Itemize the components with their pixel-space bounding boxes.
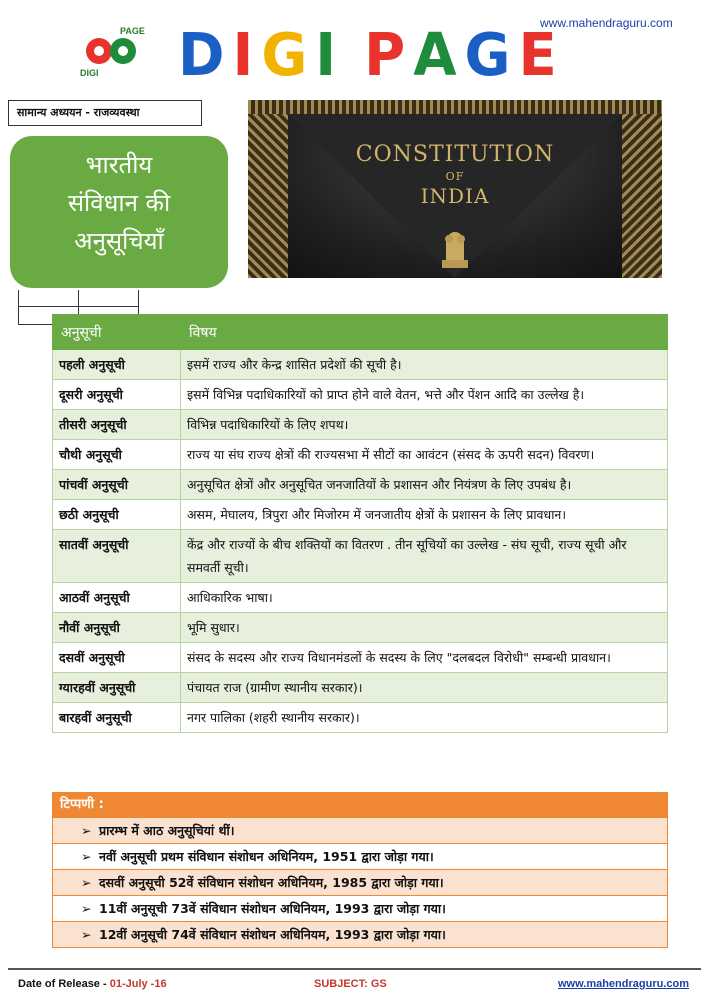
note-text: नवीं अनुसूची प्रथम संविधान संशोधन अधिनियम, 1951 द्वारा जोड़ा गया। bbox=[99, 849, 434, 864]
arrow-bullet-icon: ➢ bbox=[81, 927, 92, 942]
connector-line bbox=[18, 306, 139, 307]
logo-red-circle bbox=[86, 38, 112, 64]
schedule-name: सातवीं अनुसूची bbox=[53, 530, 181, 583]
constitution-cover-image bbox=[248, 100, 662, 278]
note-item bbox=[52, 870, 668, 896]
header-subject: विषय bbox=[181, 315, 668, 350]
site-url-link[interactable]: www.mahendraguru.com bbox=[540, 16, 673, 30]
schedule-name: आठवीं अनुसूची bbox=[53, 583, 181, 613]
cover-border-top bbox=[248, 100, 662, 114]
note-text: 11वीं अनुसूची 73वें संविधान संशोधन अधिनियम, 1993 द्वारा जोड़ा गया। bbox=[99, 901, 446, 916]
table-row bbox=[53, 613, 668, 643]
schedule-subject: विभिन्न पदाधिकारियों के लिए शपथ। bbox=[181, 410, 668, 440]
logo-bottom-text: DIGI bbox=[80, 68, 99, 78]
footer-subject: SUBJECT: GS bbox=[314, 978, 387, 990]
header-schedule: अनुसूची bbox=[53, 315, 181, 350]
brand-letter: D bbox=[178, 21, 227, 90]
schedule-subject: नगर पालिका (शहरी स्थानीय सरकार)। bbox=[181, 703, 668, 733]
arrow-bullet-icon: ➢ bbox=[81, 875, 92, 890]
digi-page-logo bbox=[80, 26, 162, 82]
schedule-name: पांचवीं अनुसूची bbox=[53, 470, 181, 500]
footer-divider bbox=[8, 968, 701, 970]
schedule-subject: इसमें विभिन्न पदाधिकारियों को प्राप्त होने वाले वेतन, भत्ते और पेंशन आदि का उल्लेख है। bbox=[181, 380, 668, 410]
footer-url-link[interactable]: www.mahendraguru.com bbox=[558, 978, 690, 990]
logo-top-text: PAGE bbox=[120, 26, 145, 36]
note-text: प्रारम्भ में आठ अनुसूचियां थीं। bbox=[99, 823, 235, 838]
brand-letter: I bbox=[232, 21, 256, 90]
arrow-bullet-icon: ➢ bbox=[81, 849, 92, 864]
schedule-name: दूसरी अनुसूची bbox=[53, 380, 181, 410]
table-row bbox=[53, 350, 668, 380]
note-item bbox=[52, 922, 668, 948]
schedule-subject: राज्य या संघ राज्य क्षेत्रों की राज्यसभा में सीटों का आवंटन (संसद के ऊपरी सदन) विवरण। bbox=[181, 440, 668, 470]
brand-title bbox=[178, 21, 559, 90]
schedule-name: ग्यारहवीं अनुसूची bbox=[53, 673, 181, 703]
notes-heading: टिप्पणी : bbox=[52, 792, 668, 818]
schedules-table bbox=[52, 314, 668, 733]
schedule-name: बारहवीं अनुसूची bbox=[53, 703, 181, 733]
brand-letter: I bbox=[315, 21, 339, 90]
note-text: 12वीं अनुसूची 74वें संविधान संशोधन अधिनियम, 1993 द्वारा जोड़ा गया। bbox=[99, 927, 446, 942]
connector-line bbox=[18, 290, 19, 324]
brand-letter: P bbox=[364, 21, 408, 90]
schedule-name: छठी अनुसूची bbox=[53, 500, 181, 530]
brand-letter bbox=[344, 25, 358, 88]
connector-line bbox=[78, 290, 79, 314]
title-line-1: भारतीय bbox=[85, 151, 153, 179]
table-row bbox=[53, 643, 668, 673]
arrow-bullet-icon: ➢ bbox=[81, 823, 92, 838]
schedule-name: तीसरी अनुसूची bbox=[53, 410, 181, 440]
schedule-subject: इसमें राज्य और केन्द्र शासित प्रदेशों की सूची है। bbox=[181, 350, 668, 380]
cover-text-india: INDIA bbox=[420, 184, 490, 208]
schedule-subject: आधिकारिक भाषा। bbox=[181, 583, 668, 613]
schedule-name: दसवीं अनुसूची bbox=[53, 643, 181, 673]
cover-text-constitution: CONSTITUTION bbox=[355, 142, 555, 167]
title-line-2: संविधान की bbox=[67, 189, 171, 217]
schedule-name: नौवीं अनुसूची bbox=[53, 613, 181, 643]
brand-letter: G bbox=[464, 21, 513, 90]
table-row bbox=[53, 530, 668, 583]
schedule-subject: केंद्र और राज्यों के बीच शक्तियों का वितरण . तीन सूचियों का उल्लेख - संघ सूची, राज्य सूची और समवर्ती सूची। bbox=[181, 530, 668, 583]
table-row bbox=[53, 440, 668, 470]
page-title bbox=[10, 136, 228, 288]
notes-section bbox=[52, 792, 668, 948]
logo-green-circle bbox=[110, 38, 136, 64]
table-row bbox=[53, 410, 668, 440]
note-item bbox=[52, 896, 668, 922]
note-item bbox=[52, 844, 668, 870]
table-row bbox=[53, 703, 668, 733]
brand-letter: E bbox=[518, 21, 559, 90]
schedule-subject: पंचायत राज (ग्रामीण स्थानीय सरकार)। bbox=[181, 673, 668, 703]
release-date-value: 01-July -16 bbox=[109, 978, 167, 990]
cover-text-of: OF bbox=[445, 170, 465, 183]
release-date bbox=[18, 978, 167, 990]
table-row bbox=[53, 500, 668, 530]
schedule-subject: असम, मेघालय, त्रिपुरा और मिजोरम में जनजातीय क्षेत्रों के प्रशासन के लिए प्रावधान। bbox=[181, 500, 668, 530]
subject-label: सामान्य अध्ययन - राजव्यवस्था bbox=[8, 100, 202, 126]
schedule-subject: संसद के सदस्य और राज्य विधानमंडलों के सदस्य के लिए "दलबदल विरोधी" सम्बन्धी प्रावधान। bbox=[181, 643, 668, 673]
schedule-subject: भूमि सुधार। bbox=[181, 613, 668, 643]
schedule-name: पहली अनुसूची bbox=[53, 350, 181, 380]
brand-letter: G bbox=[261, 21, 310, 90]
arrow-bullet-icon: ➢ bbox=[81, 901, 92, 916]
table-row bbox=[53, 673, 668, 703]
table-header-row bbox=[53, 315, 668, 350]
notes-list bbox=[52, 818, 668, 948]
brand-letter: A bbox=[413, 21, 459, 90]
table-row bbox=[53, 470, 668, 500]
release-date-label: Date of Release - bbox=[18, 978, 110, 990]
note-text: दसवीं अनुसूची 52वें संविधान संशोधन अधिनियम, 1985 द्वारा जोड़ा गया। bbox=[99, 875, 444, 890]
table-row bbox=[53, 583, 668, 613]
title-line-3: अनुसूचियाँ bbox=[74, 227, 164, 255]
schedule-name: चौथी अनुसूची bbox=[53, 440, 181, 470]
table-row bbox=[53, 380, 668, 410]
ashoka-emblem-icon bbox=[438, 230, 472, 270]
schedule-subject: अनुसूचित क्षेत्रों और अनुसूचित जनजातियों के प्रशासन और नियंत्रण के लिए उपबंध है। bbox=[181, 470, 668, 500]
note-item bbox=[52, 818, 668, 844]
